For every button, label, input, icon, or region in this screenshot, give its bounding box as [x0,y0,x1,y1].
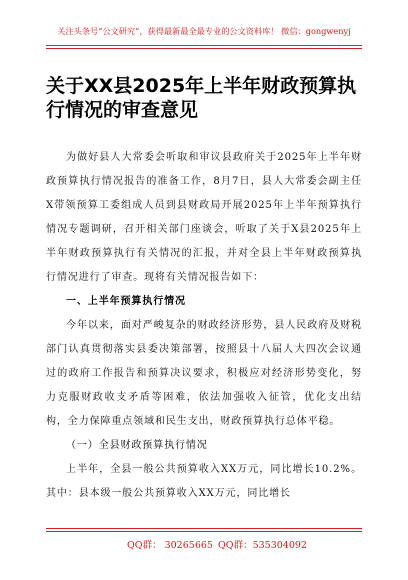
header-divider-thin [46,48,362,49]
header-divider-thick [46,45,362,46]
header-promo-text: 关注头条号“公文研究”，获得最新最全最专业的公文资料库！ 微信：gongwenyj [57,26,351,36]
footer-divider-thin [46,528,362,529]
section-paragraph-1: 今年以来，面对严峻复杂的财政经济形势，县人民政府及财税部门认真贯彻落实县委决策部署，按照县十八届人大四次会议通过的政府工作报告和预算决议要求，积极应对经济形势变化，努力克服财政收支矛盾等困难，依法加强收入征管，优化支出结构，全力保障重点领域和民生支出，财政预算执行总体平稳。 [46,320,362,427]
section-heading-1: 一、上半年预算执行情况 [66,296,186,307]
intro-paragraph: 为做好县人大常委会听取和审议县政府关于2025年上半年财政预算执行情况报告的准备工作，8月7日，县人大常委会副主任X带领预算工委组成人员到县财政局开展2025年上半年预算执行情况专题调研，召开相关部门座谈会，听取了关于X县2025年上半年财政预算执行有关情况的汇报，并对全县上半年财政预算执行情况进行了审查。现将有关情况报告如下： [46,152,362,283]
subsection-paragraph-1: 上半年，全县一般公共预算收入XX万元，同比增长10.2%。其中：县本级一般公共预算收入XX万元，同比增长 [46,464,362,499]
footer-divider-thick [46,531,362,532]
footer-qq-group-1: QQ群： 30265665 [127,540,213,551]
document-title: 关于XX县2025年上半年财政预算执行情况的审查意见 [46,75,357,121]
footer-qq-group-2: QQ群：535304092 [218,540,307,551]
subsection-heading-1: （一）全县财政预算执行情况 [66,440,208,451]
